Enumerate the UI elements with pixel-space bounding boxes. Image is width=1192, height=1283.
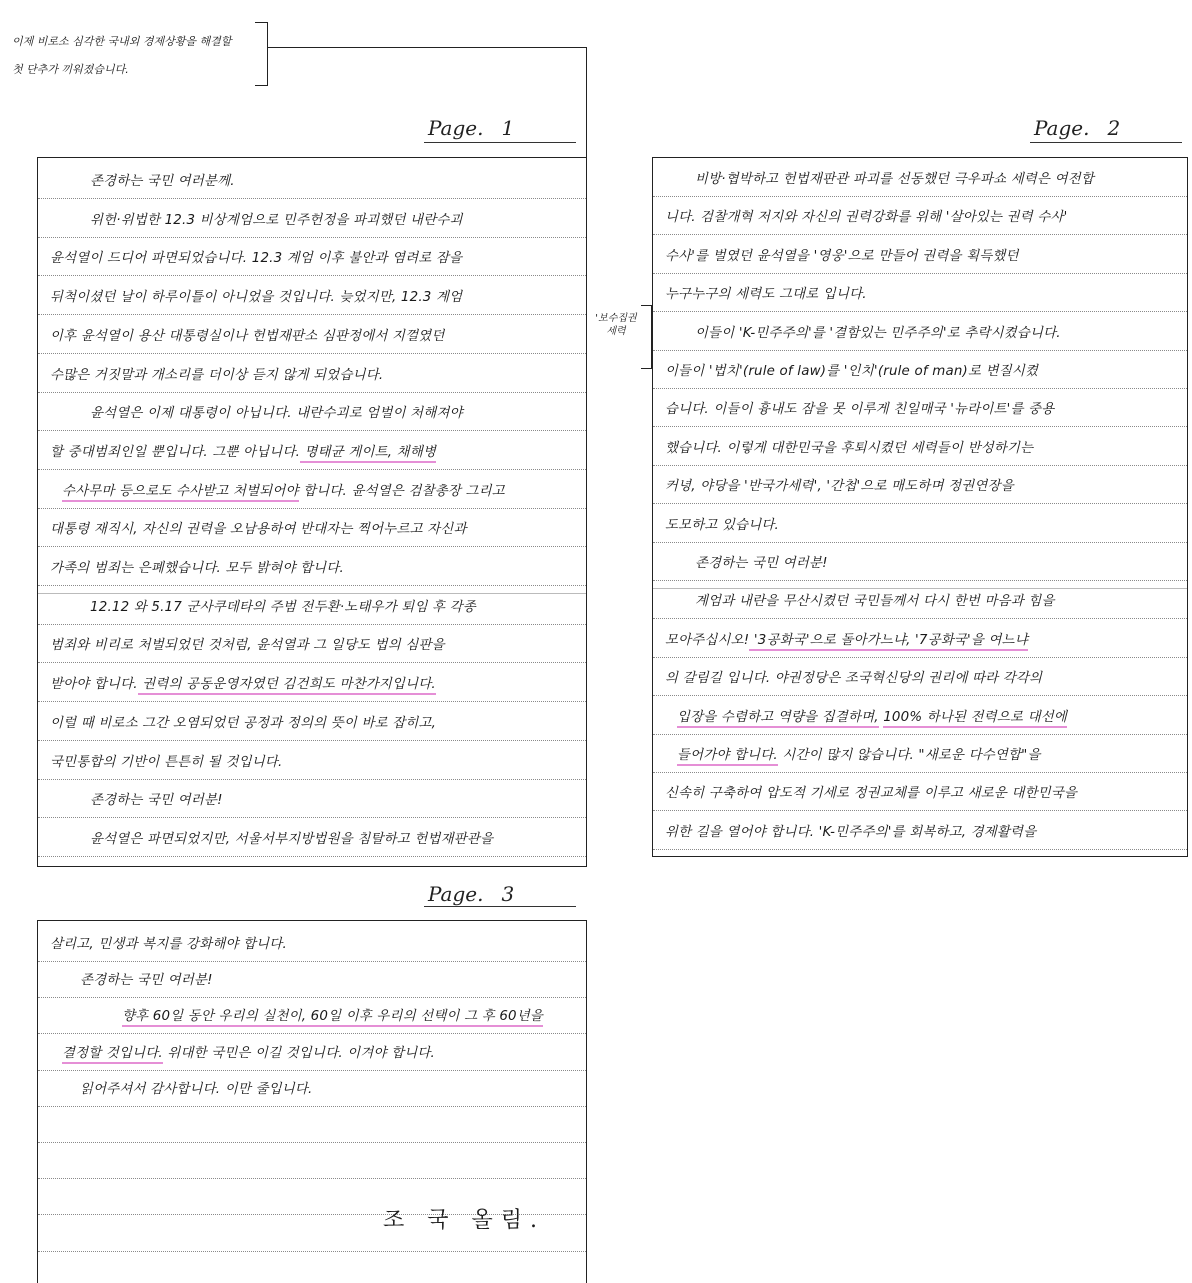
page1-line-text: 존경하는 국민 여러분께. — [90, 174, 235, 189]
page1-line-text: 받아야 합니다. — [50, 677, 138, 693]
page2-line-text — [653, 710, 665, 725]
page3-label-text: Page. — [428, 882, 484, 906]
page3-line-text — [38, 1118, 50, 1133]
page1-line — [38, 474, 586, 510]
page3-line — [38, 1108, 586, 1144]
page2-label-underline — [1030, 142, 1182, 143]
side-note-line-1: '보수집권 — [595, 313, 637, 324]
top-note-line-1: 이제 비로소 심각한 국내외 경제상황을 해결할 — [12, 35, 232, 48]
page2-rule — [653, 772, 1187, 773]
page1-line-text: 12.12 와 5.17 군사쿠데타의 주범 전두환·노태우가 퇴임 후 각종 — [90, 599, 476, 615]
page2-line-text: 수사'를 벌였던 윤석열을 '영웅'으로 만들어 권력을 획득했던 — [665, 248, 1019, 264]
page1-rule — [38, 353, 586, 354]
page1-line — [38, 745, 586, 781]
page2-line-text: 존경하는 국민 여러분! — [695, 556, 828, 571]
top-note — [12, 28, 231, 84]
page1-line — [38, 512, 586, 548]
page1-rule — [38, 198, 586, 199]
page3-line — [38, 1253, 586, 1283]
page1-line — [38, 706, 586, 742]
page2-line-text: 이들이 'K-민주주의'를 '결함있는 민주주의'로 추락시켰습니다. — [695, 325, 1061, 341]
page1-rule — [38, 469, 586, 470]
page1-rule — [38, 585, 586, 586]
page2-rule — [653, 273, 1187, 274]
page3-line-text — [38, 1227, 50, 1242]
page1-line-text: 대통령 재직시, 자신의 권력을 오남용하여 반대자는 찍어누르고 자신과 — [50, 522, 467, 538]
page2-rule — [653, 810, 1187, 811]
page2-line — [653, 584, 1187, 620]
page3-line-text — [38, 1154, 50, 1169]
page2-rule — [653, 350, 1187, 351]
page3-rule — [38, 1033, 586, 1034]
page2-line — [653, 431, 1187, 467]
page1-line — [38, 590, 586, 626]
page1-line — [38, 280, 586, 316]
page3-line — [38, 1072, 586, 1108]
page1-line-text: 뒤척이셨던 날이 하루이틀이 아니었을 것입니다. 늦었지만, 12.3 계엄 — [50, 290, 463, 306]
page2-sheet — [652, 157, 1188, 857]
page2-line-tail: 시간이 많지 않습니다. "새로운 다수연합"을 — [777, 748, 1041, 763]
page1-line-highlight: 수사무마 등으로도 수사받고 처벌되어야 — [62, 484, 299, 502]
page1-line-tail: 합니다. 윤석열은 검찰총장 그리고 — [298, 483, 505, 499]
page1-line-highlight: 명태균 게이트, 채해병 — [300, 445, 436, 463]
page2-rule — [653, 695, 1187, 696]
page2-rule — [653, 542, 1187, 543]
side-note-bracket — [641, 305, 652, 369]
page2-line-text: 니다. 검찰개혁 저지와 자신의 권력강화를 위해 '살아있는 권력 수사' — [665, 210, 1068, 226]
page1-number: 1 — [501, 116, 515, 140]
page1-line — [38, 783, 586, 819]
page3-line-text — [38, 1046, 50, 1061]
page1-line — [38, 241, 586, 277]
page1-rule — [38, 237, 586, 238]
page2-rule — [653, 465, 1187, 466]
page2-scan-seam — [653, 588, 1187, 589]
page2-line-text: 위한 길을 열어야 합니다. 'K-민주주의'를 회복하고, 경제활력을 — [665, 824, 1037, 840]
page1-rule — [38, 701, 586, 702]
page1-line-text: 이럴 때 비로소 그간 오염되었던 공정과 정의의 뜻이 바로 잡히고, — [50, 715, 437, 731]
page2-line — [653, 162, 1187, 198]
side-note-line-2: 세력 — [606, 326, 626, 337]
page3-line-text: 존경하는 국민 여러분! — [80, 973, 213, 989]
page2-line — [653, 508, 1187, 544]
page1-label-text: Page. — [428, 116, 484, 140]
page1-line — [38, 551, 586, 587]
page3-line-highlight: 향후 60일 동안 우리의 실천이, 60일 이후 우리의 선택이 그 후 60년을 — [122, 1009, 543, 1027]
page2-line — [653, 354, 1187, 390]
page3-line-text — [38, 1263, 50, 1278]
page2-line-text: 누구누구의 세력도 그대로 입니다. — [665, 287, 867, 303]
page2-line — [653, 277, 1187, 313]
page2-rule — [653, 580, 1187, 581]
page2-line-text: 비방·협박하고 헌법재판관 파괴를 선동했던 극우파쇼 세력은 여전합 — [695, 172, 1094, 187]
page3-rule — [38, 1178, 586, 1179]
page1-line — [38, 358, 586, 394]
page1-line-text: 윤석열은 파면되었지만, 서울서부지방법원을 침탈하고 헌법재판관을 — [90, 831, 494, 847]
page1-rule — [38, 392, 586, 393]
page2-rule — [653, 388, 1187, 389]
page2-line — [653, 546, 1187, 582]
page2-rule — [653, 426, 1187, 427]
page1-line — [38, 164, 586, 200]
page1-line — [38, 822, 586, 858]
page1-sheet — [37, 157, 587, 867]
page2-line — [653, 738, 1187, 774]
page3-line — [38, 927, 586, 963]
page1-line-text: 윤석열은 이제 대통령이 아닙니다. 내란수괴로 엄벌이 처해져야 — [90, 406, 463, 422]
page1-rule — [38, 314, 586, 315]
page1-line-text: 할 중대범죄인일 뿐입니다. 그뿐 아닙니다. — [50, 444, 301, 460]
page2-line-highlight: '3공화국'으로 돌아가느냐, '7공화국'을 여느냐 — [749, 633, 1028, 651]
page2-rule — [653, 503, 1187, 504]
page3-label-underline — [424, 906, 576, 907]
page1-line-text: 가족의 범죄는 은폐했습니다. 모두 밝혀야 합니다. — [50, 561, 344, 576]
page1-rule — [38, 624, 586, 625]
page2-line — [653, 239, 1187, 275]
page3-sheet — [37, 920, 587, 1283]
page1-line-text — [38, 484, 50, 499]
page1-line-text: 존경하는 국민 여러분! — [90, 793, 223, 809]
page2-line-text: 이들이 '법치'(rule of law)를 '인치'(rule of man)로 변질시켰 — [665, 364, 1039, 379]
page1-rule — [38, 430, 586, 431]
page2-line — [653, 815, 1187, 851]
page1-line — [38, 628, 586, 664]
page3-line — [38, 963, 586, 999]
page1-rule — [38, 546, 586, 547]
page2-line — [653, 661, 1187, 697]
page2-line-highlight: 입장을 수렴하고 역량을 집결하며, — [677, 710, 879, 728]
page1-line-text: 국민통합의 기반이 튼튼히 될 것입니다. — [50, 754, 283, 770]
page3-line — [38, 999, 586, 1035]
page2-line — [653, 200, 1187, 236]
page1-line — [38, 667, 586, 703]
page1-line — [38, 396, 586, 432]
page1-line-highlight: 권력의 공동운영자였던 김건희도 마찬가지입니다. — [138, 677, 436, 695]
page2-line — [653, 316, 1187, 352]
page3-line-text: 읽어주셔서 감사합니다. 이만 줄입니다. — [80, 1081, 313, 1097]
page2-line-text: 도모하고 있습니다. — [665, 517, 779, 533]
connector-line — [267, 47, 587, 48]
top-note-line-2: 첫 단추가 끼워졌습니다. — [12, 63, 129, 76]
page2-line-highlight-2: 100% 하나된 전력으로 대선에 — [883, 710, 1067, 728]
page2-rule — [653, 657, 1187, 658]
page1-rule — [38, 740, 586, 741]
page3-line-text — [38, 1009, 80, 1024]
page2-label — [1034, 116, 1120, 140]
page2-line-text: 했습니다. 이렇게 대한민국을 후퇴시켰던 세력들이 반성하기는 — [665, 440, 1034, 456]
page2-rule — [653, 734, 1187, 735]
page3-rule — [38, 961, 586, 962]
page1-rule — [38, 275, 586, 276]
page2-line-text: 습니다. 이들이 흉내도 잠을 못 이루게 친일매국 '뉴라이트'를 중용 — [665, 402, 1055, 418]
page2-rule — [653, 618, 1187, 619]
page3-rule — [38, 1070, 586, 1071]
page3-line-text: 살리고, 민생과 복지를 강화해야 합니다. — [50, 937, 287, 952]
page1-rule — [38, 856, 586, 857]
page3-line — [38, 1036, 586, 1072]
page2-line — [653, 776, 1187, 812]
page1-line-text: 범죄와 비리로 처벌되었던 것처럼, 윤석열과 그 일당도 법의 심판을 — [50, 638, 445, 654]
page2-line — [653, 623, 1187, 659]
page3-rule — [38, 1106, 586, 1107]
page2-line-highlight: 들어가야 합니다. — [677, 748, 778, 766]
page1-line — [38, 319, 586, 355]
page2-rule — [653, 311, 1187, 312]
page3-rule — [38, 997, 586, 998]
side-note — [592, 312, 640, 338]
page2-line — [653, 392, 1187, 428]
page2-number: 2 — [1107, 116, 1121, 140]
signature: 조 국 올림. — [383, 1208, 545, 1233]
page1-line-text: 윤석열이 드디어 파면되었습니다. 12.3 계엄 이후 불안과 염려로 잠을 — [50, 251, 463, 267]
page3-rule — [38, 1251, 586, 1252]
page1-line-text: 이후 윤석열이 용산 대통령실이나 헌법재판소 심판정에서 지껄였던 — [50, 328, 445, 344]
page3-rule — [38, 1142, 586, 1143]
page2-rule — [653, 849, 1187, 850]
page1-line-text: 위헌·위법한 12.3 비상계엄으로 민주헌정을 파괴했던 내란수괴 — [90, 212, 463, 228]
page1-line-text: 수많은 거짓말과 개소리를 더이상 듣지 않게 되었습니다. — [50, 367, 384, 383]
page3-label — [428, 882, 514, 906]
top-note-bracket — [255, 22, 268, 86]
page2-line-text: 계엄과 내란을 무산시켰던 국민들께서 다시 한번 마음과 힘을 — [695, 594, 1055, 610]
page2-line — [653, 469, 1187, 505]
page2-line-text: 커녕, 야당을 '반국가세력', '간첩'으로 매도하며 정권연장을 — [665, 479, 1014, 495]
page2-line-text: 의 갈림길 입니다. 야권정당은 조국혁신당의 권리에 따라 각각의 — [665, 671, 1043, 687]
page3-line — [38, 1144, 586, 1180]
page2-rule — [653, 234, 1187, 235]
page3-line-tail: 위대한 국민은 이길 것입니다. 이겨야 합니다. — [162, 1045, 435, 1061]
page2-rule — [653, 196, 1187, 197]
page1-line — [38, 203, 586, 239]
page3-line-highlight: 결정할 것입니다. — [62, 1046, 163, 1064]
page2-line-text: 모아주십시오! — [665, 632, 750, 648]
page1-rule — [38, 662, 586, 663]
page2-line-text: 신속히 구축하여 압도적 기세로 정권교체를 이루고 새로운 대한민국을 — [665, 786, 1078, 802]
page1-scan-seam — [38, 593, 586, 594]
page1-label-underline — [424, 142, 576, 143]
page3-number: 3 — [501, 882, 515, 906]
page1-rule — [38, 817, 586, 818]
page1-label — [428, 116, 514, 140]
page1-line — [38, 435, 586, 471]
page2-line-text — [653, 748, 665, 763]
page2-line — [653, 700, 1187, 736]
page2-label-text: Page. — [1034, 116, 1090, 140]
page3-line-text — [38, 1190, 50, 1205]
page1-rule — [38, 779, 586, 780]
page1-rule — [38, 508, 586, 509]
